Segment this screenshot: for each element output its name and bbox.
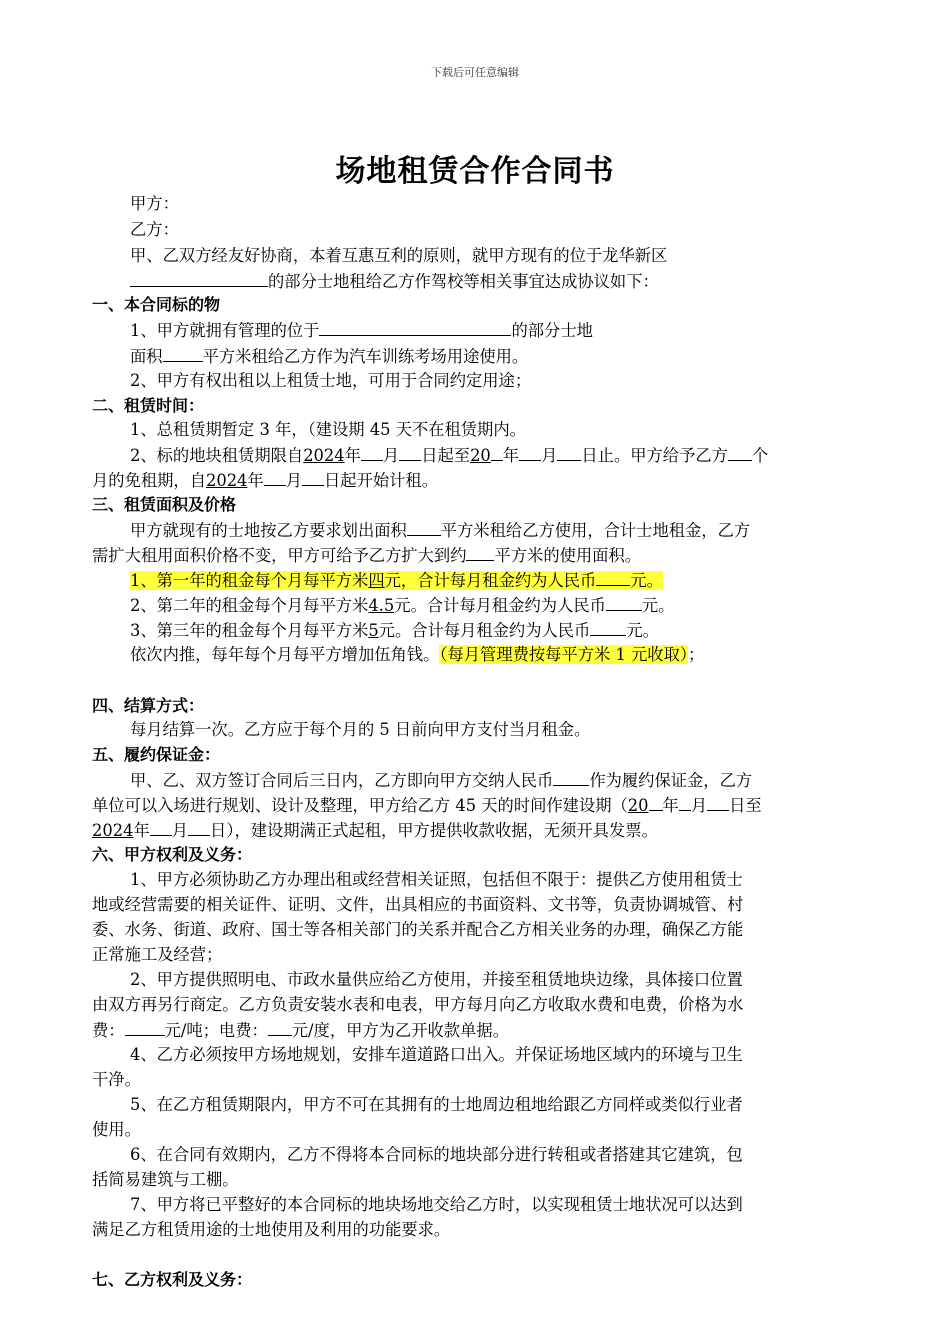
s6-p4-line-2: 干净。 bbox=[92, 1070, 141, 1089]
area-blank bbox=[163, 344, 203, 362]
s5-line-2: 单位可以入场进行规划、设计及整理，甲方给乙方 45 天的时间作建设期（20 年 月 日至 bbox=[92, 793, 862, 818]
s6-p5-line-1: 5、在乙方租赁期限内，甲方不可在其拥有的士地周边租地给跟乙方同样或类似行业者 bbox=[130, 1095, 743, 1114]
s6-p5-line-2: 使用。 bbox=[92, 1120, 141, 1139]
s5-line-1: 甲、乙、双方签订合同后三日内，乙方即向甲方交纳人民币 作为履约保证金，乙方 bbox=[130, 768, 862, 793]
section-2-heading: 二、租赁时间： bbox=[92, 396, 205, 415]
intro-line-2: 的部分士地租给乙方作驾校等相关事宜达成协议如下： bbox=[130, 269, 862, 294]
land-location-blank bbox=[319, 318, 511, 336]
s5-line-3: 2024年 月 日），建设期满正式起租，甲方提供收款收据，无须开具发票。 bbox=[92, 818, 862, 843]
section-1-heading: 一、本合同标的物 bbox=[92, 295, 221, 314]
s6-p2-line-3: 费： 元/吨；电费： 元/度，甲方为乙开收款单据。 bbox=[92, 1018, 862, 1043]
header-note: 下载后可任意编辑 bbox=[431, 66, 519, 79]
s2-item-2-line-1: 2、标的地块租赁期限自2024年 月 日起至20 年 月 日止。甲方给予乙方 个 bbox=[130, 443, 862, 468]
intro-line-1: 甲、乙双方经友好协商，本着互惠互利的原则，就甲方现有的位于龙华新区 bbox=[130, 246, 668, 265]
party-b-line: 乙方： bbox=[130, 220, 179, 239]
s3-year-2-rent: 2、第二年的租金每个月每平方米4.5元。合计每月租金约为人民币 元。 bbox=[130, 593, 862, 618]
s6-p1-line-4: 正常施工及经营； bbox=[92, 945, 223, 964]
s6-p1-line-2: 地或经营需要的相关证件、证明、文件，出具相应的书面资料、文书等，负责协调城管、村 bbox=[92, 895, 744, 914]
s3-year-3-rent: 3、第三年的租金每个月每平方米5元。合计每月租金约为人民币 元。 bbox=[130, 618, 862, 643]
s3-increment-line: 依次内推，每年每个月每平方增加伍角钱。（每月管理费按每平方米 1 元收取）； bbox=[130, 645, 705, 664]
management-fee-note: （每月管理费按每平方米 1 元收取） bbox=[439, 645, 688, 664]
section-6-heading: 六、甲方权利及义务： bbox=[92, 845, 253, 864]
s6-p2-line-1: 2、甲方提供照明电、市政水量供应给乙方使用，并接至租赁地块边缘，具体接口位置 bbox=[130, 970, 743, 989]
s2-item-1: 1、总租赁期暂定 3 年，（建设期 45 天不在租赁期内。 bbox=[130, 420, 526, 439]
s2-item-2-line-2: 月的免租期，自2024年 月 日起开始计租。 bbox=[92, 468, 862, 493]
s6-p7-line-2: 满足乙方租赁用途的士地使用及利用的功能要求。 bbox=[92, 1220, 451, 1239]
s6-p6-line-1: 6、在合同有效期内，乙方不得将本合同标的地块部分进行转租或者搭建其它建筑，包 bbox=[130, 1145, 743, 1164]
section-7-heading: 七、乙方权利及义务： bbox=[92, 1270, 253, 1289]
s3-para-line-1: 甲方就现有的士地按乙方要求划出面积 平方米租给乙方使用，合计士地租金，乙方 bbox=[130, 518, 862, 543]
party-a-line: 甲方： bbox=[130, 194, 179, 213]
document-title: 场地租赁合作合同书 bbox=[335, 154, 615, 189]
s1-item-1-line-2: 面积 平方米租给乙方作为汽车训练考场用途使用。 bbox=[130, 344, 862, 369]
section-5-heading: 五、履约保证金： bbox=[92, 745, 221, 764]
s3-para-line-2: 需扩大租用面积价格不变，甲方可给予乙方扩大到约 平方米的使用面积。 bbox=[92, 543, 862, 568]
s4-para: 每月结算一次。乙方应于每个月的 5 日前向甲方支付当月租金。 bbox=[130, 720, 591, 739]
s6-p7-line-1: 7、甲方将已平整好的本合同标的地块场地交给乙方时，以实现租赁士地状况可以达到 bbox=[130, 1195, 743, 1214]
s6-p4-line-1: 4、乙方必须按甲方场地规划，安排车道道路口出入。并保证场地区域内的环境与卫生 bbox=[130, 1045, 743, 1064]
section-4-heading: 四、结算方式： bbox=[92, 696, 205, 715]
s6-p2-line-2: 由双方再另行商定。乙方负责安装水表和电表，甲方每月向乙方收取水费和电费，价格为水 bbox=[92, 995, 744, 1014]
s6-p1-line-1: 1、甲方必须协助乙方办理出租或经营相关证照，包括但不限于：提供乙方使用租赁士 bbox=[130, 870, 743, 889]
s1-item-2: 2、甲方有权出租以上租赁士地，可用于合同约定用途； bbox=[130, 371, 532, 390]
s1-item-1-line-1: 1、甲方就拥有管理的位于 的部分士地 bbox=[130, 318, 862, 343]
s3-year-1-rent: 1、第一年的租金每个月每平方米四元，合计每月租金约为人民币 元。 bbox=[130, 568, 862, 593]
section-3-heading: 三、租赁面积及价格 bbox=[92, 495, 237, 514]
location-blank bbox=[130, 269, 268, 287]
s6-p6-line-2: 括简易建筑与工棚。 bbox=[92, 1170, 239, 1189]
s6-p1-line-3: 委、水务、街道、政府、国士等各相关部门的关系并配合乙方相关业务的办理，确保乙方能 bbox=[92, 920, 744, 939]
